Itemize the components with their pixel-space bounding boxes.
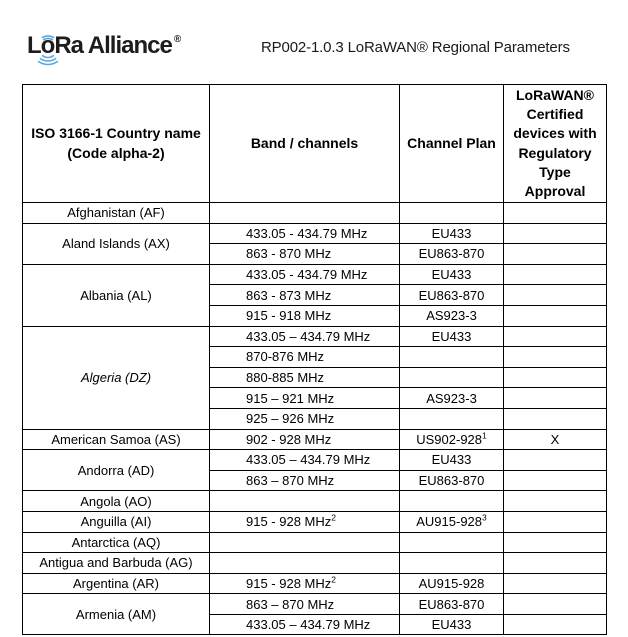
country-name: Armenia (AM) [75,606,157,622]
country-cell [23,553,210,574]
cell-text [246,617,370,632]
channel-plan-value: EU863-870 [418,596,485,612]
country-cell [23,450,210,491]
band-cell [210,471,400,492]
band-cell [210,388,400,409]
country-cell [23,574,210,595]
cell-text [246,246,331,261]
channel-plan-value: EU433 [431,617,472,633]
cell-text [246,329,370,344]
band-value: 915 - 928 MHz [246,514,332,530]
band-cell [210,265,400,286]
cell-text [246,349,324,364]
channel-plan-cell [400,450,504,471]
cell-text [246,288,331,303]
band-cell [210,347,400,368]
certification-cell [504,430,607,451]
certification-cell [504,285,607,306]
cell-text [419,597,485,612]
band-cell [210,368,400,389]
cell-text [419,246,485,261]
channel-plan-cell [400,512,504,533]
header-country-line: ISO 3166-1 Country name [31,125,201,142]
country-name: Antarctica (AQ) [71,534,161,550]
header-certified-line: Approval [524,183,586,200]
cell-text [246,370,324,385]
band-value: 863 - 870 MHz [246,246,332,262]
channel-plan-value: EU863-870 [418,473,485,489]
band-value: 863 - 873 MHz [246,287,332,303]
band-cell [210,512,400,533]
cell-text [246,473,334,488]
cell-text [246,597,334,612]
channel-plan-value: EU863-870 [418,287,485,303]
certification-cell [504,306,607,327]
logo-wordmark: LoRa Alliance [27,32,172,59]
band-cell [210,203,400,224]
channel-plan-cell [400,491,504,512]
country-cell [23,430,210,451]
band-cell [210,491,400,512]
certification-cell [504,409,607,430]
header-certified-line: Certified [526,105,584,122]
footnote-ref: 3 [482,512,487,523]
cell-text [246,411,334,426]
certification-cell [504,615,607,636]
document-title: RP002-1.0.3 LoRaWAN® Regional Parameters [261,39,570,56]
channel-plan-cell [400,553,504,574]
band-value: 915 - 918 MHz [246,308,332,324]
band-cell [210,594,400,615]
channel-plan-cell [400,244,504,265]
country-name: Argentina (AR) [73,575,159,591]
certification-cell [504,533,607,554]
band-cell [210,574,400,595]
cell-text [426,391,477,406]
country-cell [23,594,210,635]
certification-cell [504,347,607,368]
channel-plan-cell [400,430,504,451]
cell-text [419,576,485,591]
channel-plan-value: EU433 [431,225,472,241]
cell-text [246,432,331,447]
footnote-ref: 2 [331,574,336,585]
cell-text [416,432,487,447]
band-cell [210,244,400,265]
header-country [23,85,210,203]
certification-cell [504,244,607,265]
cell-text [419,473,485,488]
cell-text [432,226,472,241]
header-certified [504,85,607,203]
channel-plan-cell [400,409,504,430]
channel-plan-cell [400,615,504,636]
channel-plan-cell [400,327,504,348]
channel-plan-value: AU915-928 [418,575,485,591]
cell-text [246,391,334,406]
channel-plan-cell [400,285,504,306]
cell-text [551,432,560,447]
certification-cell [504,203,607,224]
lora-alliance-logo [27,32,181,68]
country-cell [23,533,210,554]
country-name: Albania (AL) [80,287,152,303]
header-channel-plan [400,85,504,203]
cell-text [246,267,367,282]
country-cell [23,224,210,265]
country-cell [23,203,210,224]
channel-plan-value: EU433 [431,267,472,283]
country-name: Anguilla (AI) [80,514,152,530]
channel-plan-cell [400,533,504,554]
cell-text [419,288,485,303]
channel-plan-cell [400,594,504,615]
channel-plan-value: EU433 [431,328,472,344]
channel-plan-value: US902-928 [416,431,483,447]
header-channel-plan-label: Channel Plan [407,134,496,151]
band-cell [210,553,400,574]
country-cell [23,327,210,430]
cell-text [432,329,472,344]
certification-cell [504,471,607,492]
header-certified-line: Regulatory [518,144,592,161]
channel-plan-value: AS923-3 [426,390,477,406]
certification-cell [504,388,607,409]
country-cell [23,491,210,512]
certification-cell [504,224,607,245]
band-cell [210,409,400,430]
band-value: 925 – 926 MHz [246,411,335,427]
header-country-line: (Code alpha-2) [67,144,165,161]
channel-plan-cell [400,471,504,492]
header-band [210,85,400,203]
certification-cell [504,450,607,471]
channel-plan-value: AU915-928 [416,514,483,530]
band-cell [210,450,400,471]
header-certified-line: LoRaWAN® [516,86,594,103]
channel-plan-cell [400,347,504,368]
country-name: Algeria (DZ) [80,370,152,386]
band-cell [210,615,400,636]
band-value: 915 - 928 MHz [246,575,332,591]
band-value: 870-876 MHz [246,349,325,365]
cell-text [246,514,336,529]
band-value: 915 – 921 MHz [246,390,335,406]
cell-text [416,514,487,529]
band-cell [210,327,400,348]
cell-text [246,226,367,241]
country-cell [23,512,210,533]
channel-plan-cell [400,265,504,286]
country-table [22,84,607,635]
country-cell [23,265,210,327]
country-name: Afghanistan (AF) [67,205,165,221]
certification-cell [504,512,607,533]
certification-cell [504,553,607,574]
band-value: 902 - 928 MHz [246,431,332,447]
band-value: 433.05 - 434.79 MHz [246,267,368,283]
band-cell [210,306,400,327]
channel-plan-cell [400,224,504,245]
band-value: 433.05 - 434.79 MHz [246,225,368,241]
certification-cell [504,594,607,615]
certification-cell [504,265,607,286]
country-name: Antigua and Barbuda (AG) [39,555,193,571]
channel-plan-cell [400,368,504,389]
cell-text [426,308,477,323]
cell-text [432,452,472,467]
band-value: 433.05 – 434.79 MHz [246,328,371,344]
channel-plan-value: AS923-3 [426,308,477,324]
country-name: Aland Islands (AX) [62,236,170,252]
band-cell [210,430,400,451]
certification-cell [504,574,607,595]
band-value: 863 – 870 MHz [246,473,335,489]
band-value: 863 – 870 MHz [246,596,335,612]
country-name: Angola (AO) [80,493,152,509]
cell-text [246,452,370,467]
certification-cell [504,491,607,512]
band-cell [210,533,400,554]
band-cell [210,285,400,306]
band-value: 433.05 – 434.79 MHz [246,452,371,468]
channel-plan-cell [400,388,504,409]
header-certified-line: Type [539,163,571,180]
footnote-ref: 2 [331,512,336,523]
header-certified-line: devices with [513,125,597,142]
channel-plan-value: EU863-870 [418,246,485,262]
certification-mark: X [550,431,560,447]
country-name: Andorra (AD) [77,462,155,478]
country-name: American Samoa (AS) [51,431,181,447]
registered-mark: ® [173,34,182,45]
cell-text [432,267,472,282]
band-value: 880-885 MHz [246,370,325,386]
channel-plan-cell [400,306,504,327]
cell-text [432,617,472,632]
certification-cell [504,327,607,348]
band-cell [210,224,400,245]
band-value: 433.05 – 434.79 MHz [246,617,371,633]
channel-plan-cell [400,574,504,595]
footnote-ref: 1 [482,430,487,441]
channel-plan-cell [400,203,504,224]
certification-cell [504,368,607,389]
header-band-label: Band / channels [250,134,359,151]
channel-plan-value: EU433 [431,452,472,468]
cell-text [246,576,336,591]
cell-text [246,308,331,323]
